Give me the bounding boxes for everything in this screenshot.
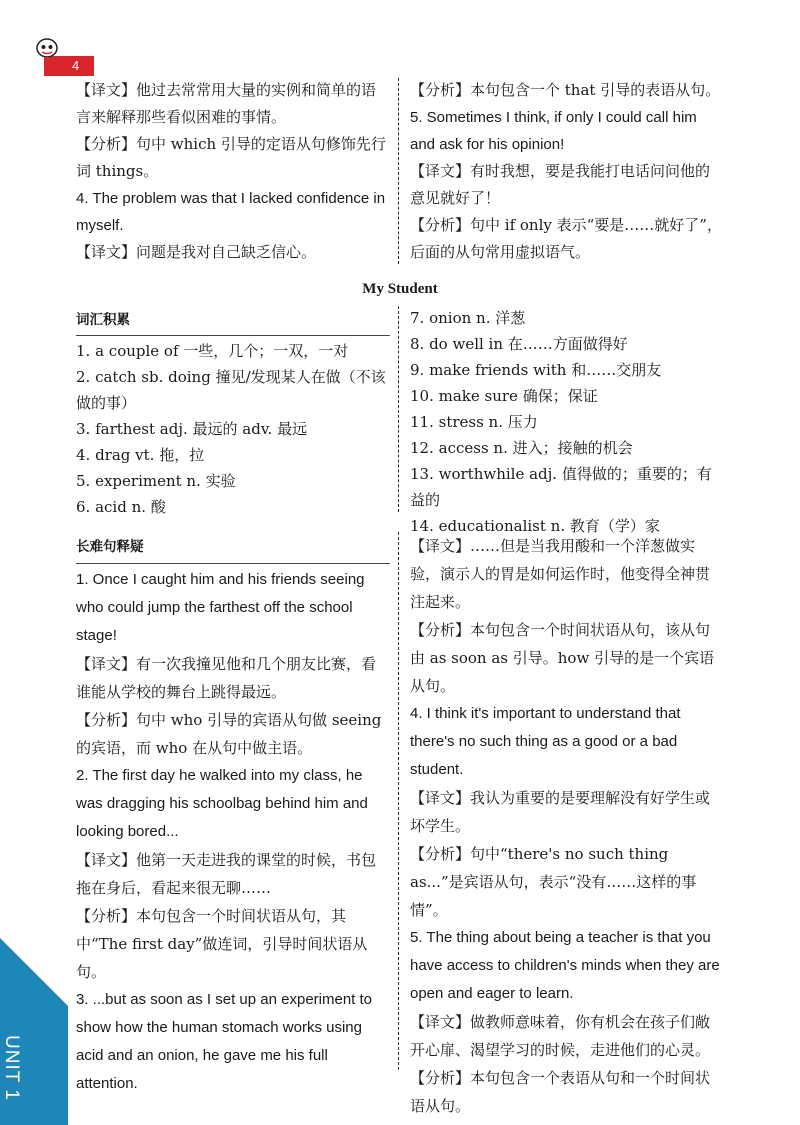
sentence-item: 【分析】本句包含一个时间状语从句，其中“The first day”做连词，引导时间状语从句。 xyxy=(76,907,368,981)
sentence-item: 3. ...but as soon as I set up an experiment to show how the human stomach works using acid and an onion, he gave me his full attention. xyxy=(76,991,373,1092)
sentence-item: 【分析】句中“there's no such thing as...”是宾语从句，表示“没有……这样的事情”。 xyxy=(410,845,697,919)
top-right-column xyxy=(410,77,724,266)
paragraph: 【分析】本句包含一个 that 引导的表语从句。 xyxy=(410,81,721,99)
sentence-item: 【译文】我认为重要的是要理解没有好学生或坏学生。 xyxy=(410,789,711,835)
vocab-item: 8. do well in 在……方面做得好 xyxy=(410,335,628,353)
paragraph: 【译文】问题是我对自己缺乏信心。 xyxy=(76,243,317,261)
vocab-item: 9. make friends with 和……交朋友 xyxy=(410,361,662,379)
sentence-item: 4. I think it's important to understand that there's no such thing as a good or a bad student. xyxy=(410,705,681,778)
unit-label: UNIT 1 xyxy=(1,1035,22,1101)
vocab-item: 5. experiment n. 实验 xyxy=(76,472,236,490)
sentence-item: 【译文】有一次我撞见他和几个朋友比赛，看谁能从学校的舞台上跳得最远。 xyxy=(76,655,377,701)
sentences-heading: 长难句释疑 xyxy=(76,533,390,564)
sentence-item: 2. The first day he walked into my class, he was dragging his schoolbag behind him and looking bored... xyxy=(76,767,368,840)
vocab-item: 12. access n. 进入；接触的机会 xyxy=(410,439,633,457)
vocab-item: 13. worthwhile adj. 值得做的；重要的；有益的 xyxy=(410,465,712,509)
sentence-item: 【分析】本句包含一个时间状语从句，该从句由 as soon as 引导。how 引导的是一个宾语从句。 xyxy=(410,621,715,695)
column-divider xyxy=(398,532,399,1070)
vocab-item: 2. catch sb. doing 撞见/发现某人在做（不该做的事） xyxy=(76,368,386,412)
sentence-item: 1. Once I caught him and his friends seeing who could jump the farthest off the school stage! xyxy=(76,571,365,644)
sentence-item: 5. The thing about being a teacher is that you have access to children's minds when they are open and eager to learn. xyxy=(410,929,720,1002)
paragraph: 4. The problem was that I lacked confidence in myself. xyxy=(76,190,386,234)
section-title: My Student xyxy=(362,281,438,297)
top-left-column xyxy=(76,77,390,266)
paragraph: 【译文】他过去常常用大量的实例和简单的语言来解释那些看似困难的事情。 xyxy=(76,81,377,126)
sentence-item: 【分析】本句包含一个表语从句和一个时间状语从句。 xyxy=(410,1069,711,1115)
sentences-right-column xyxy=(410,532,724,1120)
vocab-item: 3. farthest adj. 最远的 adv. 最远 xyxy=(76,420,308,438)
vocab-item: 4. drag vt. 拖，拉 xyxy=(76,446,205,464)
vocab-item: 6. acid n. 酸 xyxy=(76,498,166,516)
paragraph: 【分析】句中 if only 表示“要是……就好了”，后面的从句常用虚拟语气。 xyxy=(410,216,722,261)
sentence-item: 【译文】做教师意味着，你有机会在孩子们敞开心扉、渴望学习的时候，走进他们的心灵。 xyxy=(410,1013,711,1059)
paragraph: 5. Sometimes I think, if only I could call him and ask for his opinion! xyxy=(410,109,697,153)
vocab-item: 1. a couple of 一些，几个；一双，一对 xyxy=(76,342,349,360)
paragraph: 【译文】有时我想，要是我能打电话问问他的意见就好了！ xyxy=(410,162,711,207)
vocab-item: 10. make sure 确保；保证 xyxy=(410,387,598,405)
vocab-item: 11. stress n. 压力 xyxy=(410,413,538,431)
sentence-item: 【分析】句中 who 引导的宾语从句做 seeing 的宾语，而 who 在从句中做主语。 xyxy=(76,711,382,757)
column-divider xyxy=(398,306,399,512)
vocab-item: 7. onion n. 洋葱 xyxy=(410,309,526,327)
vocab-heading: 词汇积累 xyxy=(76,307,390,336)
vocab-item: 14. educationalist n. 教育（学）家 xyxy=(410,517,660,535)
sentences-left-column xyxy=(76,533,390,1098)
vocab-left-column xyxy=(76,307,390,520)
sentence-item: 【译文】他第一天走进我的课堂的时候，书包拖在身后，看起来很无聊…… xyxy=(76,851,377,897)
paragraph: 【分析】句中 which 引导的定语从句修饰先行词 things。 xyxy=(76,135,386,180)
page-number: 4 xyxy=(72,58,80,73)
cartoon-mascot-icon xyxy=(34,36,60,76)
sentence-item: 【译文】……但是当我用酸和一个洋葱做实验，演示人的胃是如何运作时，他变得全神贯注起来。 xyxy=(410,537,711,611)
vocab-right-column xyxy=(410,305,724,539)
column-divider xyxy=(398,78,399,264)
